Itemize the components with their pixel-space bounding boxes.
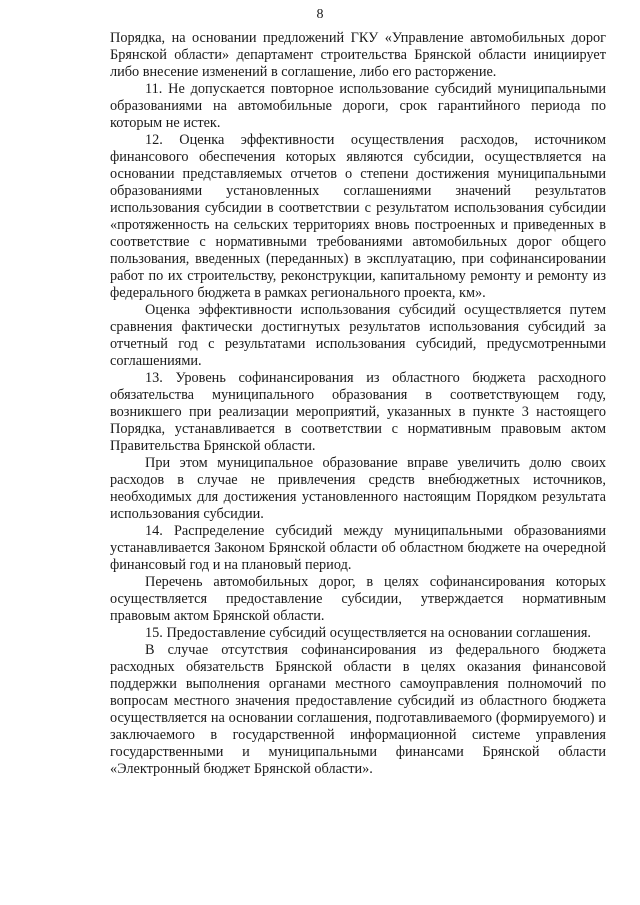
paragraph-continuation: Порядка, на основании предложений ГКУ «Управление автомобильных дорог Брянской области» департамент строительства Брянской области инициирует либо внесение изменений в соглашение, либо его расторжение. bbox=[110, 30, 606, 80]
paragraph-13: 13. Уровень софинансирования из областного бюджета расходного обязательства муниципального образования в соответствующем году, возникшего при реализации мероприятий, указанных в пункте 3 настоящего Порядка, устанавливается в соответствии с нормативным правовым актом Правительства Брянской области. bbox=[110, 370, 606, 454]
paragraph-13-expenses: При этом муниципальное образование вправе увеличить долю своих расходов в случае не привлечения средств внебюджетных источников, необходимых для достижения установленного настоящим Порядком результата использования субсидии. bbox=[110, 455, 606, 522]
paragraph-14: 14. Распределение субсидий между муниципальными образованиями устанавливается Законом Брянской области об областном бюджете на очередной финансовый год и на плановый период. bbox=[110, 523, 606, 573]
paragraph-15-agreement: В случае отсутствия софинансирования из федерального бюджета расходных обязательств Брянской области в целях оказания финансовой поддержки выполнения органами местного самоуправления полномочий по вопросам местного значения предоставление субсидий из областного бюджета осуществляется на основании соглашения, подготавливаемого (формируемого) и заключаемого в государственной информационной системе управления государственными и муниципальными финансами Брянской области «Электронный бюджет Брянской области». bbox=[110, 642, 606, 777]
document-body bbox=[110, 30, 606, 778]
paragraph-12-evaluation: Оценка эффективности использования субсидий осуществляется путем сравнения фактически достигнутых результатов использования субсидий за отчетный год с результатами использования субсидий, предусмотренными соглашениями. bbox=[110, 302, 606, 369]
paragraph-12: 12. Оценка эффективности осуществления расходов, источником финансового обеспечения которых являются субсидии, осуществляется на основании представляемых отчетов о степени достижения муниципальными образованиями установленных соглашениями значений результатов использования субсидии в соответствии с результатом использования субсидии «протяженность на сельских территориях вновь построенных и приведенных в соответствие с нормативными требованиями автомобильных дорог общего пользования, введенных (переданных) в эксплуатацию, при софинансировании работ по их строительству, реконструкции, капитальному ремонту и ремонту из федерального бюджета в рамках регионального проекта, км». bbox=[110, 132, 606, 301]
paragraph-14-roads-list: Перечень автомобильных дорог, в целях софинансирования которых осуществляется предоставление субсидии, утверждается нормативным правовым актом Брянской области. bbox=[110, 574, 606, 624]
page-number: 8 bbox=[316, 7, 324, 22]
paragraph-11: 11. Не допускается повторное использование субсидий муниципальными образованиями на автомобильные дороги, срок гарантийного периода по которым не истек. bbox=[110, 81, 606, 131]
paragraph-15: 15. Предоставление субсидий осуществляется на основании соглашения. bbox=[145, 625, 591, 641]
